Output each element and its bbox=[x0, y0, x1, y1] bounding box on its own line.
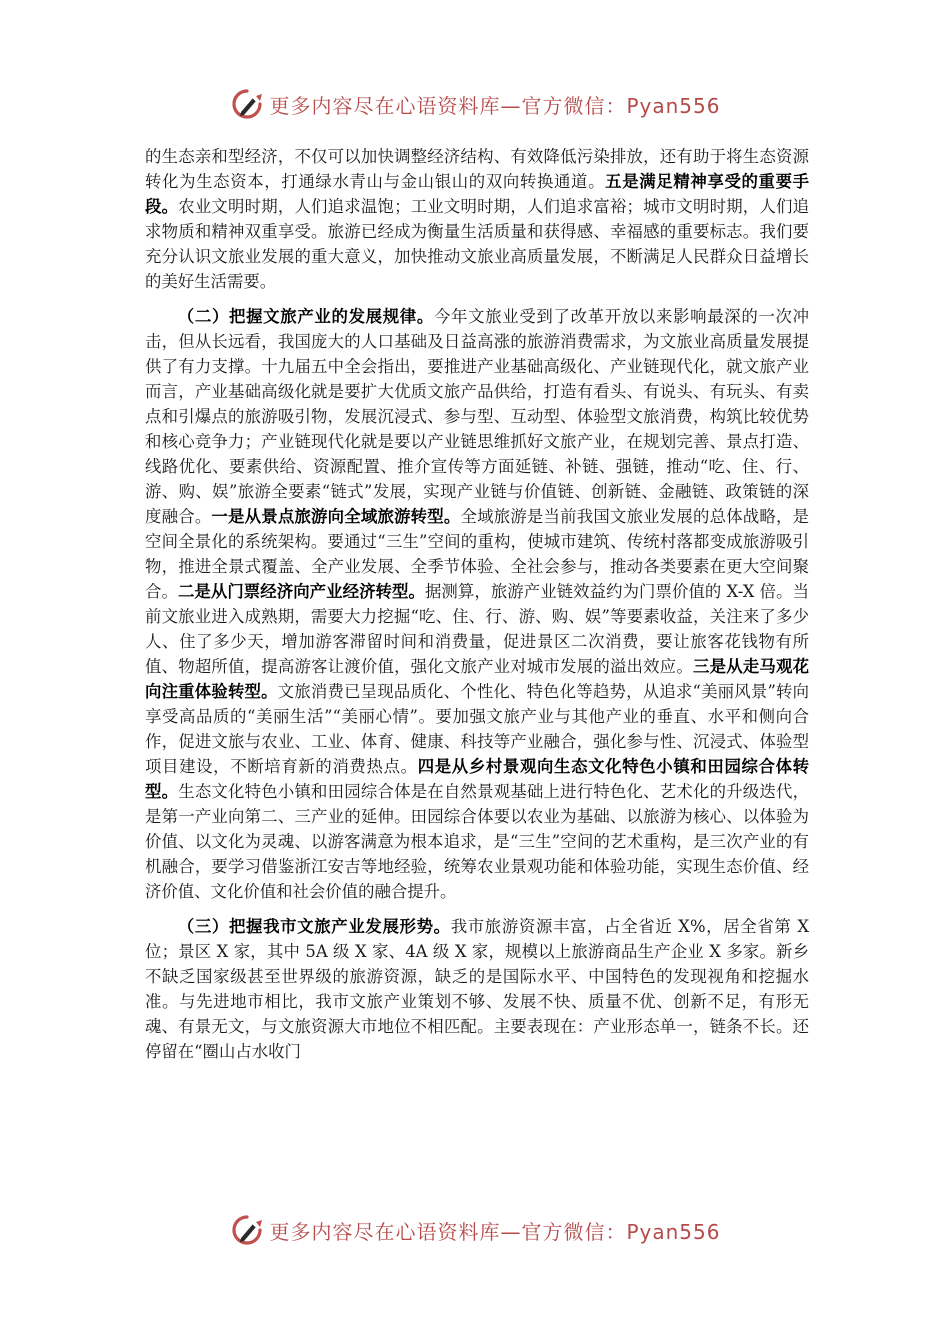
body-text: 我市旅游资源丰富，占全省近 X%，居全省第 X 位；景区 X 家，其中 5A 级 X 家、4A 级 X 家，规模以上旅游商品生产企业 X 多家。新乡不缺乏国家级甚至世界级的旅游资源，缺乏的是国际水平、中国特色的发现视角和挖掘水准。与先进地市相比，我市文旅产业策划不够、发展不快、质量不优、创新不足，有形无魂、有景无文，与文旅资源大市地位不相匹配。主要表现在：产业形态单一，链条不长。还停留在“圈山占水收门 bbox=[145, 917, 809, 1061]
refresh-pen-logo-icon bbox=[229, 1212, 265, 1248]
bold-heading-text: （三）把握我市文旅产业发展形势。 bbox=[177, 917, 451, 936]
paragraph bbox=[145, 304, 809, 904]
paragraph bbox=[145, 914, 809, 1064]
footer-banner bbox=[0, 1210, 950, 1250]
refresh-pen-logo-icon bbox=[229, 86, 265, 122]
bold-heading-text: 二是从门票经济向产业经济转型。 bbox=[177, 582, 425, 601]
header-banner bbox=[0, 84, 950, 124]
bold-heading-text: 一是从景点旅游向全域旅游转型。 bbox=[211, 507, 461, 526]
body-text: 的生态亲和型经济，不仅可以加快调整经济结构、有效降低污染排放，还有助于将生态资源转化为生态资本，打通绿水青山与金山银山的双向转换通道。 bbox=[145, 147, 809, 191]
bold-heading-text: 五是满足精神享受的重要手段。 bbox=[145, 172, 810, 216]
body-text: 据测算，旅游产业链效益约为门票价值的 X-X 倍。当前文旅业进入成熟期，需要大力挖掘“吃、住、行、游、购、娱”等要素收益，关注来了多少人、住了多少天，增加游客滞留时间和消费量，促进景区二次消费，要让旅客花钱物有所值、物超所值，提高游客让渡价值，强化文旅产业对城市发展的溢出效应。 bbox=[145, 582, 809, 676]
bold-heading-text: 四是从乡村景观向生态文化特色小镇和田园综合体转型。 bbox=[145, 757, 810, 801]
header-banner-inner bbox=[229, 86, 720, 122]
bold-heading-text: （二）把握文旅产业的发展规律。 bbox=[177, 307, 434, 326]
body-text: 全域旅游是当前我国文旅业发展的总体战略，是空间全景化的系统架构。要通过“三生”空间的重构，使城市建筑、传统村落都变成旅游吸引物，推进全景式覆盖、全产业发展、全季节体验、全社会参与，推动各类要素在更大空间聚合。 bbox=[145, 507, 810, 601]
document-body bbox=[145, 144, 809, 1074]
paragraph bbox=[145, 144, 809, 294]
bold-heading-text: 三是从走马观花向注重体验转型。 bbox=[145, 657, 810, 701]
banner-text: 更多内容尽在心语资料库—官方微信：Pyan556 bbox=[269, 1219, 721, 1244]
footer-banner-inner bbox=[229, 1212, 720, 1248]
banner-text: 更多内容尽在心语资料库—官方微信：Pyan556 bbox=[269, 93, 721, 118]
body-text: 农业文明时期，人们追求温饱；工业文明时期，人们追求富裕；城市文明时期，人们追求物质和精神双重享受。旅游已经成为衡量生活质量和获得感、幸福感的重要标志。我们要充分认识文旅业发展的重大意义，加快推动文旅业高质量发展，不断满足人民群众日益增长的美好生活需要。 bbox=[145, 197, 810, 291]
body-text: 文旅消费已呈现品质化、个性化、特色化等趋势，从追求“美丽风景”转向享受高品质的“美丽生活”“美丽心情”。要加强文旅产业与其他产业的垂直、水平和侧向合作，促进文旅与农业、工业、体育、健康、科技等产业融合，强化参与性、沉浸式、体验型项目建设，不断培育新的消费热点。 bbox=[145, 682, 810, 776]
body-text: 生态文化特色小镇和田园综合体是在自然景观基础上进行特色化、艺术化的升级迭代，是第一产业向第二、三产业的延伸。田园综合体要以农业为基础、以旅游为核心、以体验为价值、以文化为灵魂、以游客满意为根本追求，是“三生”空间的艺术重构，是三次产业的有机融合，要学习借鉴浙江安吉等地经验，统筹农业景观功能和体验功能，实现生态价值、经济价值、文化价值和社会价值的融合提升。 bbox=[145, 782, 810, 901]
body-text: 今年文旅业受到了改革开放以来影响最深的一次冲击，但从长远看，我国庞大的人口基础及日益高涨的旅游消费需求，为文旅业高质量发展提供了有力支撑。十九届五中全会指出，要推进产业基础高级化、产业链现代化，就文旅产业而言，产业基础高级化就是要扩大优质文旅产品供给，打造有看头、有说头、有玩头、有卖点和引爆点的旅游吸引物，发展沉浸式、参与型、互动型、体验型文旅消费，构筑比较优势和核心竞争力；产业链现代化就是要以产业链思维抓好文旅产业，在规划完善、景点打造、线路优化、要素供给、资源配置、推介宣传等方面延链、补链、强链，推动“吃、住、行、游、购、娱”旅游全要素“链式”发展，实现产业链与价值链、创新链、金融链、政策链的深度融合。 bbox=[145, 307, 809, 526]
